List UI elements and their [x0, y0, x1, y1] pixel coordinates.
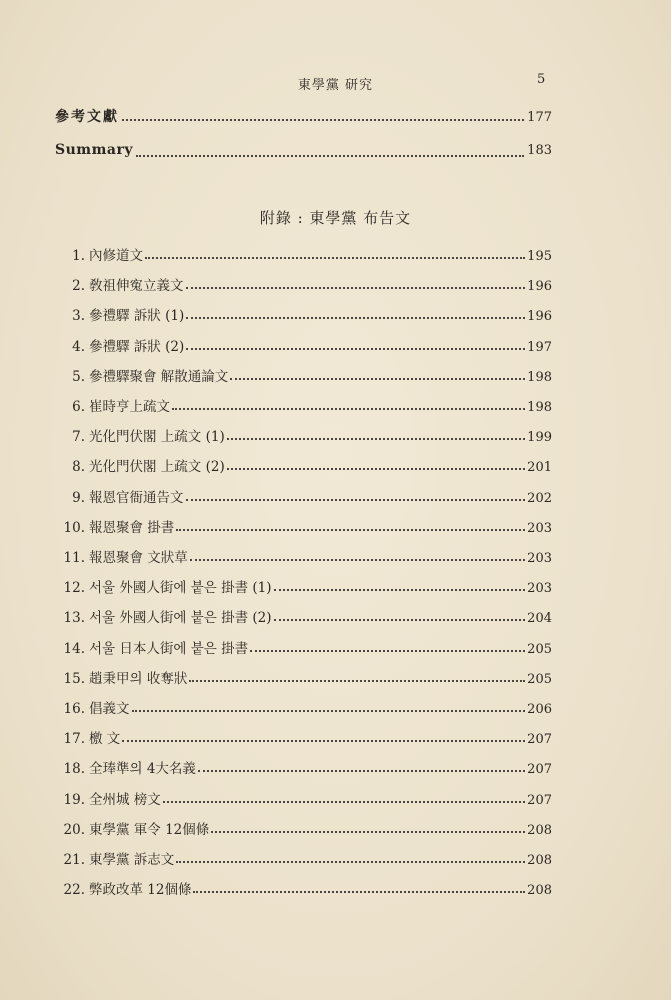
- entry-page: 208: [527, 883, 552, 899]
- appendix-entry: [55, 486, 552, 506]
- entry-number: 5.: [72, 368, 85, 385]
- entry-title: 檄 文: [89, 731, 121, 748]
- dot-leader: [193, 883, 525, 893]
- entry-number: 10.: [63, 519, 85, 536]
- entry-title: 光化門伏閣 上疏文 (2): [89, 459, 225, 476]
- entry-title: 서울 日本人街에 붙은 掛書: [89, 640, 249, 657]
- toc-entry-title: 參考文獻: [55, 109, 119, 125]
- appendix-entry: [55, 727, 552, 747]
- dot-leader: [230, 370, 525, 380]
- appendix-heading: 附錄 : 東學黨 布告文: [259, 209, 412, 227]
- entry-number: 14.: [63, 640, 85, 657]
- entry-page: 199: [527, 430, 552, 446]
- entry-title: 東學黨 訴志文: [89, 852, 175, 868]
- entry-page: 204: [527, 611, 552, 627]
- appendix-entry: [55, 818, 552, 838]
- appendix-entry: [55, 335, 552, 355]
- entry-title: 內修道文: [89, 248, 143, 264]
- entry-title: 弊政改革 12個條: [89, 882, 192, 899]
- dot-leader: [136, 147, 524, 157]
- entry-page: 203: [527, 551, 552, 566]
- page-number: 5: [537, 72, 546, 87]
- entry-number: 18.: [63, 761, 85, 778]
- dot-leader: [274, 611, 526, 621]
- entry-page: 207: [527, 762, 552, 778]
- entry-title: 光化門伏閣 上疏文 (1): [89, 429, 225, 446]
- dot-leader: [186, 340, 525, 350]
- dot-leader: [211, 823, 525, 833]
- appendix-entry: [55, 304, 552, 324]
- dot-leader: [132, 702, 526, 712]
- entry-title: 參禮驛聚會 解散通論文: [89, 368, 229, 385]
- entry-title: 報恩官衙通告文: [89, 489, 184, 506]
- dot-leader: [186, 309, 525, 319]
- entry-number: 21.: [63, 852, 85, 868]
- entry-number: 3.: [72, 308, 85, 325]
- appendix-entry: [55, 667, 552, 687]
- entry-title: 報恩聚會 掛書: [89, 519, 175, 536]
- entry-title: 全琫準의 4大名義: [89, 761, 196, 778]
- entry-number: 7.: [72, 429, 85, 446]
- entry-number: 11.: [63, 550, 85, 566]
- entry-number: 20.: [63, 821, 85, 838]
- dot-leader: [198, 762, 525, 772]
- entry-page: 197: [527, 339, 552, 355]
- toc-entry-references: [55, 106, 552, 126]
- dot-leader: [186, 279, 526, 289]
- appendix-entry: [55, 576, 552, 596]
- dot-leader: [190, 551, 525, 561]
- entry-page: 207: [527, 732, 552, 748]
- entry-page: 203: [527, 581, 552, 597]
- entry-number: 13.: [63, 610, 85, 627]
- entry-page: 195: [527, 249, 552, 264]
- dot-leader: [227, 460, 525, 470]
- entry-number: 19.: [63, 791, 85, 808]
- entry-number: 1.: [72, 248, 85, 264]
- dot-leader: [189, 672, 525, 682]
- entry-title: 崔時亨上疏文: [89, 399, 170, 415]
- entry-page: 205: [527, 671, 552, 687]
- entry-title: 東學黨 軍令 12個條: [89, 821, 210, 838]
- entry-title: 參禮驛 訴狀 (1): [89, 308, 185, 325]
- appendix-entry: [55, 455, 552, 475]
- toc-entry-title: Summary: [55, 142, 133, 158]
- dot-leader: [145, 249, 525, 259]
- dot-leader: [172, 400, 525, 410]
- appendix-entry: [55, 878, 552, 898]
- appendix-entry: [55, 365, 552, 385]
- dot-leader: [122, 732, 525, 742]
- entry-page: 196: [527, 279, 552, 295]
- entry-page: 202: [527, 490, 552, 506]
- entry-page: 208: [527, 853, 552, 868]
- entry-number: 2.: [72, 278, 85, 295]
- appendix-entry: [55, 516, 552, 536]
- entry-page: 206: [527, 702, 552, 717]
- entry-number: 15.: [63, 670, 85, 687]
- entry-title: 서울 外國人街에 붙은 掛書 (2): [89, 610, 272, 627]
- entry-number: 22.: [63, 882, 85, 899]
- entry-number: 6.: [72, 399, 85, 415]
- entry-number: 4.: [72, 338, 85, 355]
- running-head: 東學黨 研究: [297, 78, 374, 93]
- entry-number: 17.: [63, 731, 85, 748]
- dot-leader: [227, 430, 525, 440]
- appendix-entry: [55, 606, 552, 626]
- appendix-entry: [55, 697, 552, 717]
- entry-title: 敎祖伸寃立義文: [89, 278, 184, 295]
- entry-page: 207: [527, 792, 552, 808]
- toc-entry-page: 177: [527, 110, 552, 125]
- appendix-entry: [55, 395, 552, 415]
- appendix-entry: [55, 244, 552, 264]
- entry-page: 203: [527, 520, 552, 536]
- appendix-entry: [55, 546, 552, 566]
- entry-page: 201: [527, 460, 552, 476]
- entry-page: 198: [527, 369, 552, 385]
- appendix-entry: [55, 788, 552, 808]
- entry-page: 208: [527, 822, 552, 838]
- entry-page: 205: [527, 641, 552, 657]
- entry-title: 報恩聚會 文狀草: [89, 550, 188, 566]
- entry-title: 서울 外國人街에 붙은 掛書 (1): [89, 580, 272, 597]
- appendix-entry: [55, 637, 552, 657]
- toc-entry-summary: [55, 142, 552, 162]
- appendix-entry: [55, 425, 552, 445]
- dot-leader: [274, 581, 526, 591]
- dot-leader: [122, 111, 524, 121]
- dot-leader: [163, 793, 525, 803]
- entry-title: 全州城 榜文: [89, 791, 161, 808]
- dot-leader: [250, 642, 525, 652]
- dot-leader: [176, 853, 525, 863]
- entry-title: 參禮驛 訴狀 (2): [89, 338, 185, 355]
- entry-number: 8.: [72, 459, 85, 476]
- entry-number: 9.: [72, 489, 85, 506]
- appendix-entry: [55, 274, 552, 294]
- entry-page: 196: [527, 309, 552, 325]
- entry-title: 趙秉甲의 收奪狀: [89, 670, 188, 687]
- appendix-entry: [55, 848, 552, 868]
- entry-number: 16.: [63, 701, 85, 717]
- dot-leader: [176, 521, 525, 531]
- appendix-entry: [55, 757, 552, 777]
- entry-page: 198: [527, 400, 552, 415]
- entry-number: 12.: [63, 580, 85, 597]
- toc-entry-page: 183: [527, 143, 552, 158]
- dot-leader: [186, 491, 526, 501]
- entry-title: 倡義文: [89, 701, 130, 717]
